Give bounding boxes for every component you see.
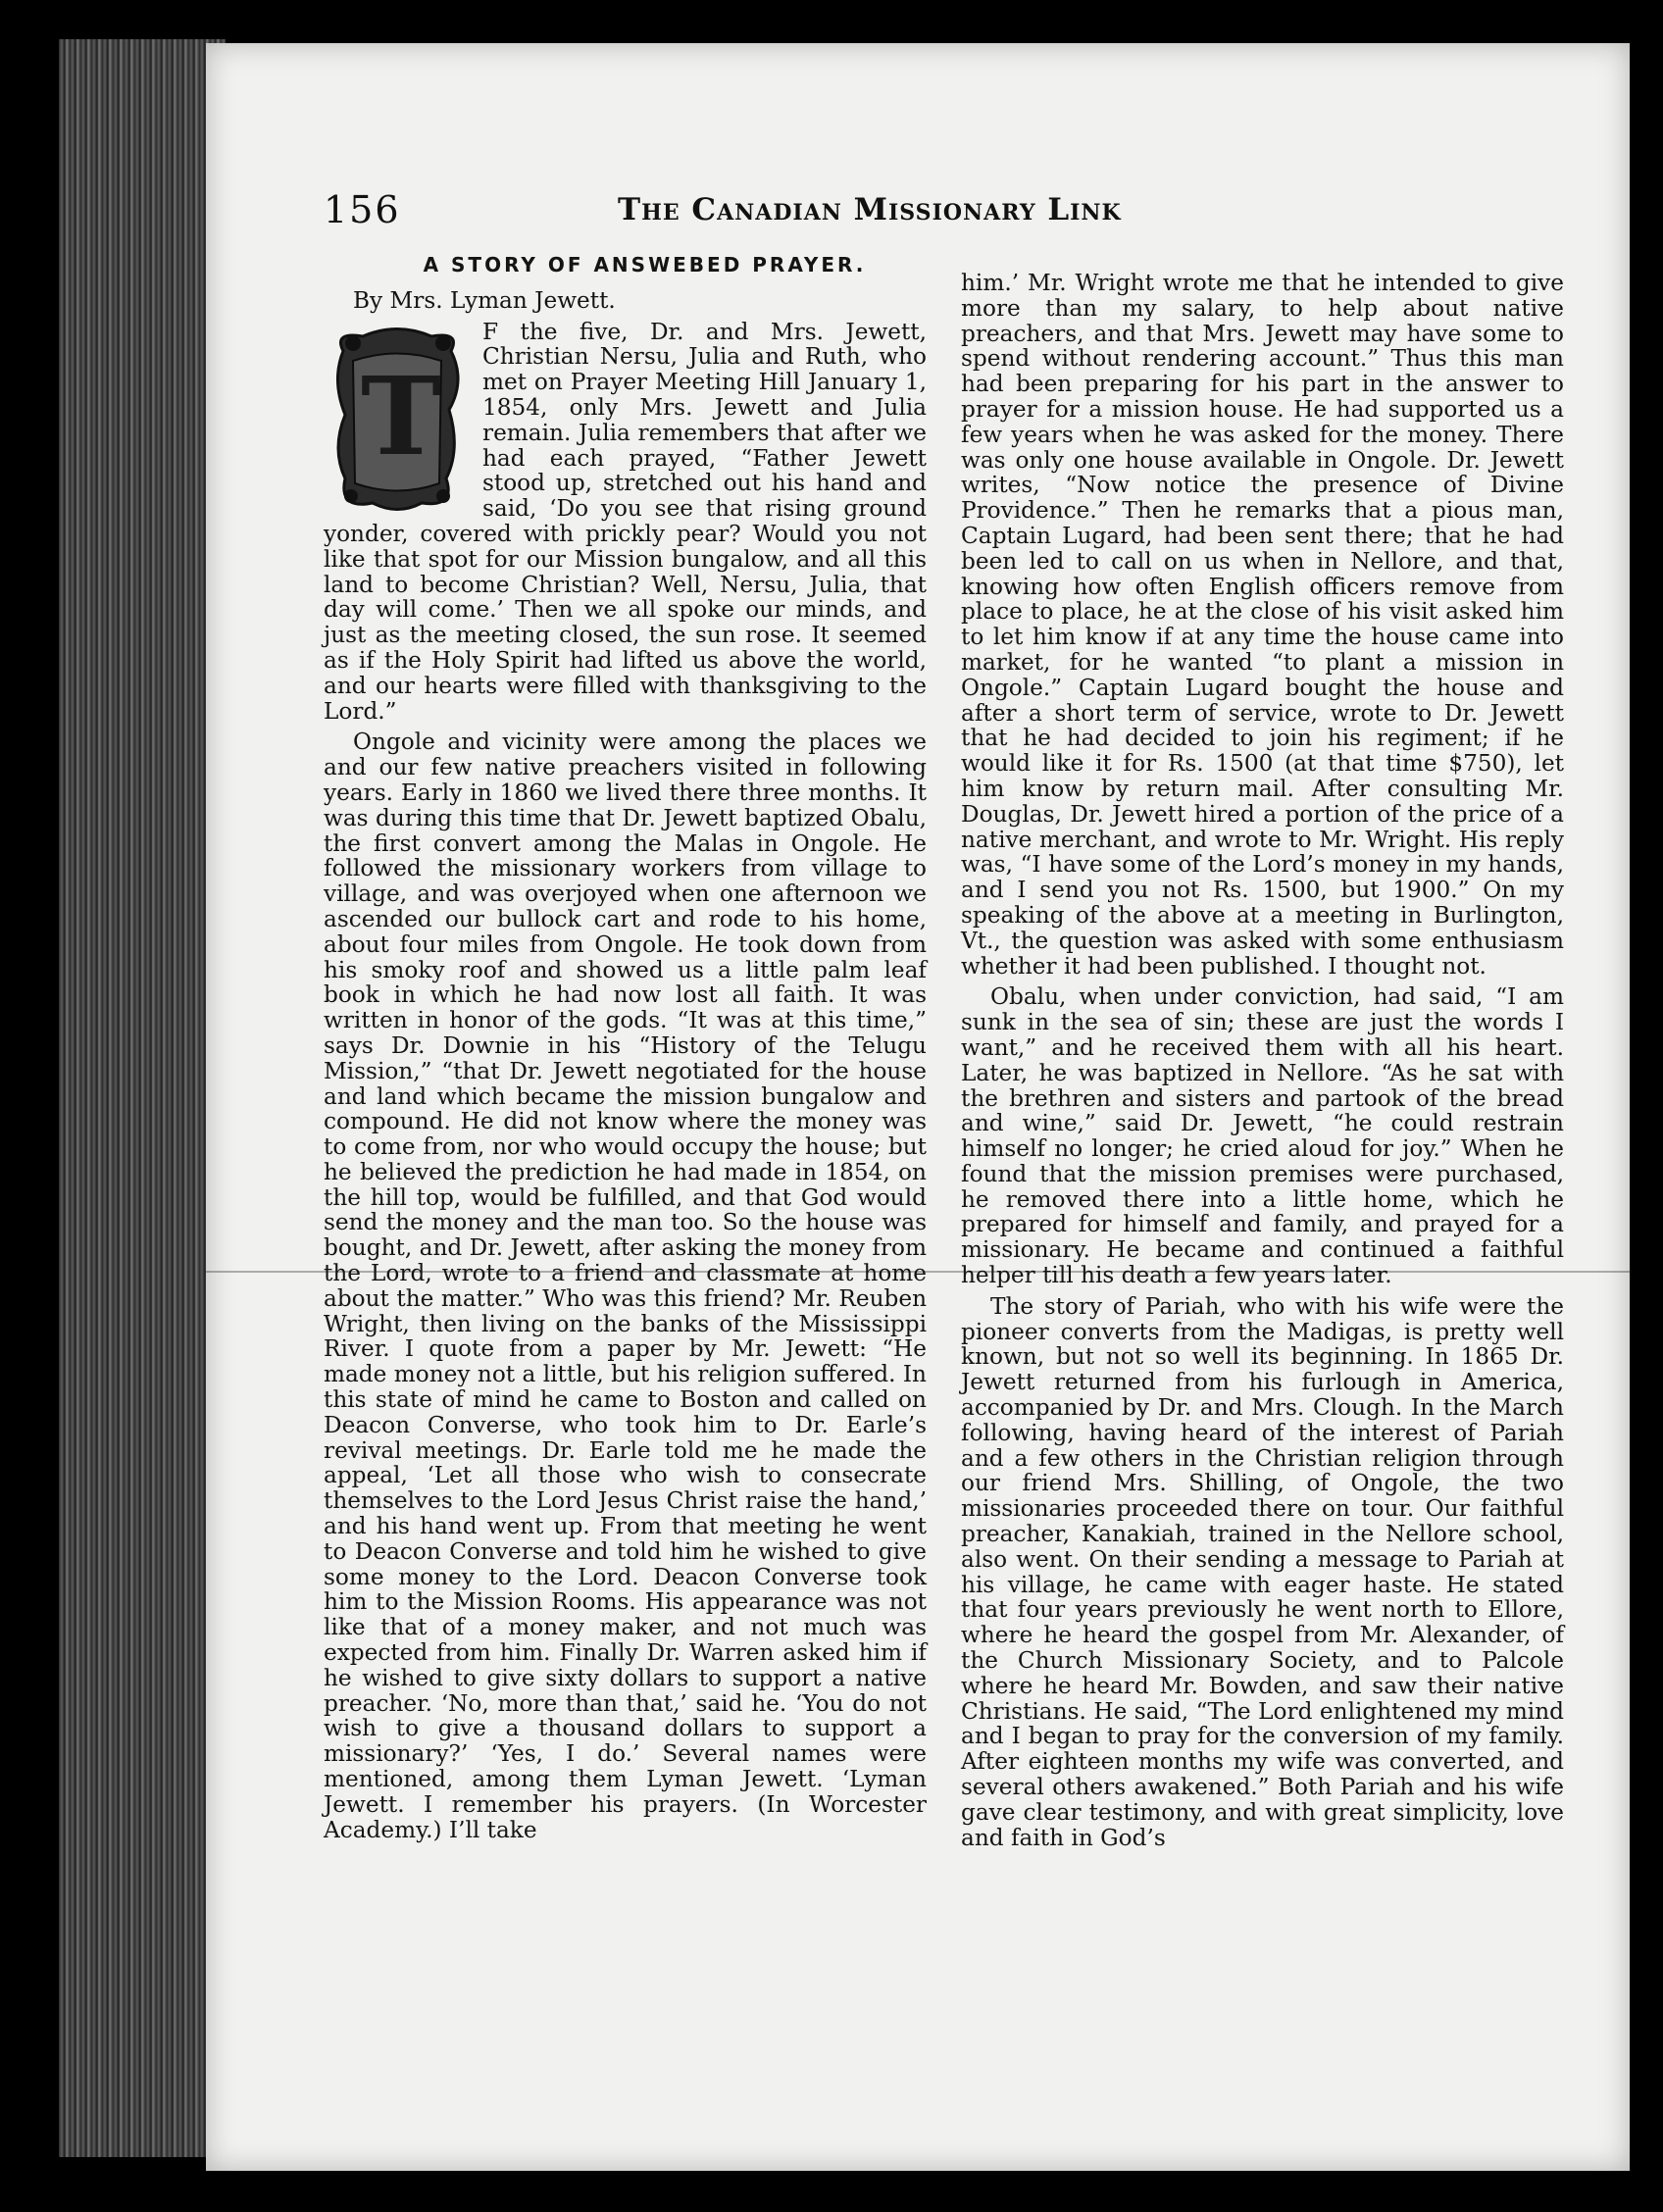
left-paragraph-1: F the five, Dr. and Mrs. Jewett, Christian Nersu, Julia and Ruth, who met on Prayer Meeting Hill January 1, 1854, only Mrs. Jewett and Julia remain. Julia remembers that after we had each prayed, “Father Jewett stood up, stretched out his hand and said, ‘Do you see that rising ground yonder, covered with prickly pear? Would you not like that spot for our Mission bungalow, and all this land to become Christian? Well, Nersu, Julia, that day will come.’ Then we all spoke our minds, and just as the meeting closed, the sun rose. It seemed as if the Holy Spirit had lifted us above the world, and our hearts were filled with thanksgiving to the Lord.” [324,318,927,725]
right-paragraph-3: The story of Pariah, who with his wife were the pioneer converts from the Madigas, is pretty well known, but not so well its beginning. In 1865 Dr. Jewett returned from his furlough in America, accompanied by Dr. and Mrs. Clough. In the March following, having heard of the interest of Pariah and a few others in the Christian religion through our friend Mrs. Shilling, of Ongole, the two missionaries proceeded there on tour. Our faithful preacher, Kanakiah, trained in the Nellore school, also went. On their sending a message to Pariah at his village, he came with eager haste. He stated that four years previously he went north to Ellore, where he heard the gospel from Mr. Alexander, of the Church Missionary Society, and to Palcole where he heard Mr. Bowden, and saw their native Christians. He said, “The Lord enlightened my mind and I began to pray for the conversion of my family. After eighteen months my wife was converted, and several others awakened.” Both Pariah and his wife gave clear testimony, and with great simplicity, love and faith in God’s [961,1292,1564,1851]
left-column [324,253,927,1848]
right-paragraph-1: him.’ Mr. Wright wrote me that he intended to give more than my salary, to help about native preachers, and that Mrs. Jewett may have some to spend without rendering account.” Thus this man had been preparing for his part in the answer to prayer for a mission house. He had supported us a few years when he was asked for the money. There was only one house available in Ongole. Dr. Jewett writes, “Now notice the presence of Divine Providence.” Then he remarks that a pious man, Captain Lugard, had been sent there; that he had been led to call on us when in Nellore, and that, knowing how often English officers remove from place to place, he at the close of his visit asked him to let him know if at any time the house came into market, for he wanted “to plant a mission in Ongole.” Captain Lugard bought the house and after a short term of service, wrote to Dr. Jewett that he had decided to join his regiment; if he would like it for Rs. 1500 (at that time $750), let him know by return mail. After consulting Mr. Douglas, Dr. Jewett hired a portion of the price of a native merchant, and wrote to Mr. Wright. His reply was, “I have some of the Lord’s money in my hands, and I send you not Rs. 1500, but 1900.” On my speaking of the above at a meeting in Burlington, Vt., the question was asked with some enthusiasm whether it had been published. I thought not. [961,270,1564,980]
left-paragraph-2: Ongole and vicinity were among the places we and our few native preachers visited in following years. Early in 1860 we lived there three months. It was during this time that Dr. Jewett baptized Obalu, the first convert among the Malas in Ongole. He followed the missionary workers from village to village, and was overjoyed when one afternoon we ascended our bullock cart and rode to his home, about four miles from Ongole. He took down from his smoky roof and showed us a little palm leaf book in which he had now lost all faith. It was written in honor of the gods. “It was at this time,” says Dr. Downie in his “History of the Telugu Mission,” “that Dr. Jewett negotiated for the house and land which became the mission bungalow and compound. He did not know where the money was to come from, nor who would occupy the house; but he believed the prediction he had made in 1854, on the hill top, would be fulfilled, and that God would send the money and the man too. So the house was bought, and Dr. Jewett, after asking the money from the Lord, wrote to a friend and classmate at home about the matter.” Who was this friend? Mr. Reuben Wright, then living on the banks of the Mississippi River. I quote from a paper by Mr. Jewett: “He made money not a little, but his religion suffered. In this state of mind he came to Boston and called on Deacon Converse, who took him to Dr. Earle’s revival meetings. Dr. Earle told me he made the appeal, ‘Let all those who wish to consecrate themselves to the Lord Jesus Christ raise the hand,’ and his hand went up. From that meeting he went to Deacon Converse and told him he wished to give some money to the Lord. Deacon Converse took him to the Mission Rooms. His appearance was not like that of a money maker, and not much was expected from him. Finally Dr. Warren asked him if he wished to give sixty dollars to support a native preacher. ‘No, more than that,’ said he. ‘You do not wish to give a thousand dollars to support a missionary?’ ‘Yes, I do.’ Several names were mentioned, among them Lyman Jewett. ‘Lyman Jewett. I remember his prayers. (In Worcester Academy.) I’ll take [324,729,927,1843]
right-paragraph-2: Obalu, when under conviction, had said, “I am sunk in the sea of sin; these are just the words I want,” and he received them with all his heart. Later, he was baptized in Nellore. “As he sat with the brethren and sisters and partook of the bread and wine,” said Dr. Jewett, “he could restrain himself no longer; he cried aloud for joy.” When he found that the mission premises were purchased, he removed there into a little home, which he prepared for himself and family, and prayed for a missionary. He became and continued a faithful helper till his death a few years later. [961,983,1564,1289]
article-title: A STORY OF ANSWEBED PRAYER. [423,253,867,276]
drop-cap-letter: T [361,352,441,479]
page-header [324,188,1304,257]
book-page-edges [59,39,226,2157]
running-title: The Canadian Missionary Link [618,192,1122,227]
byline: By Mrs. Lyman Jewett. [353,286,616,314]
drop-cap-ornament [324,322,471,518]
right-column [961,271,1564,1856]
page-number: 156 [324,188,401,231]
